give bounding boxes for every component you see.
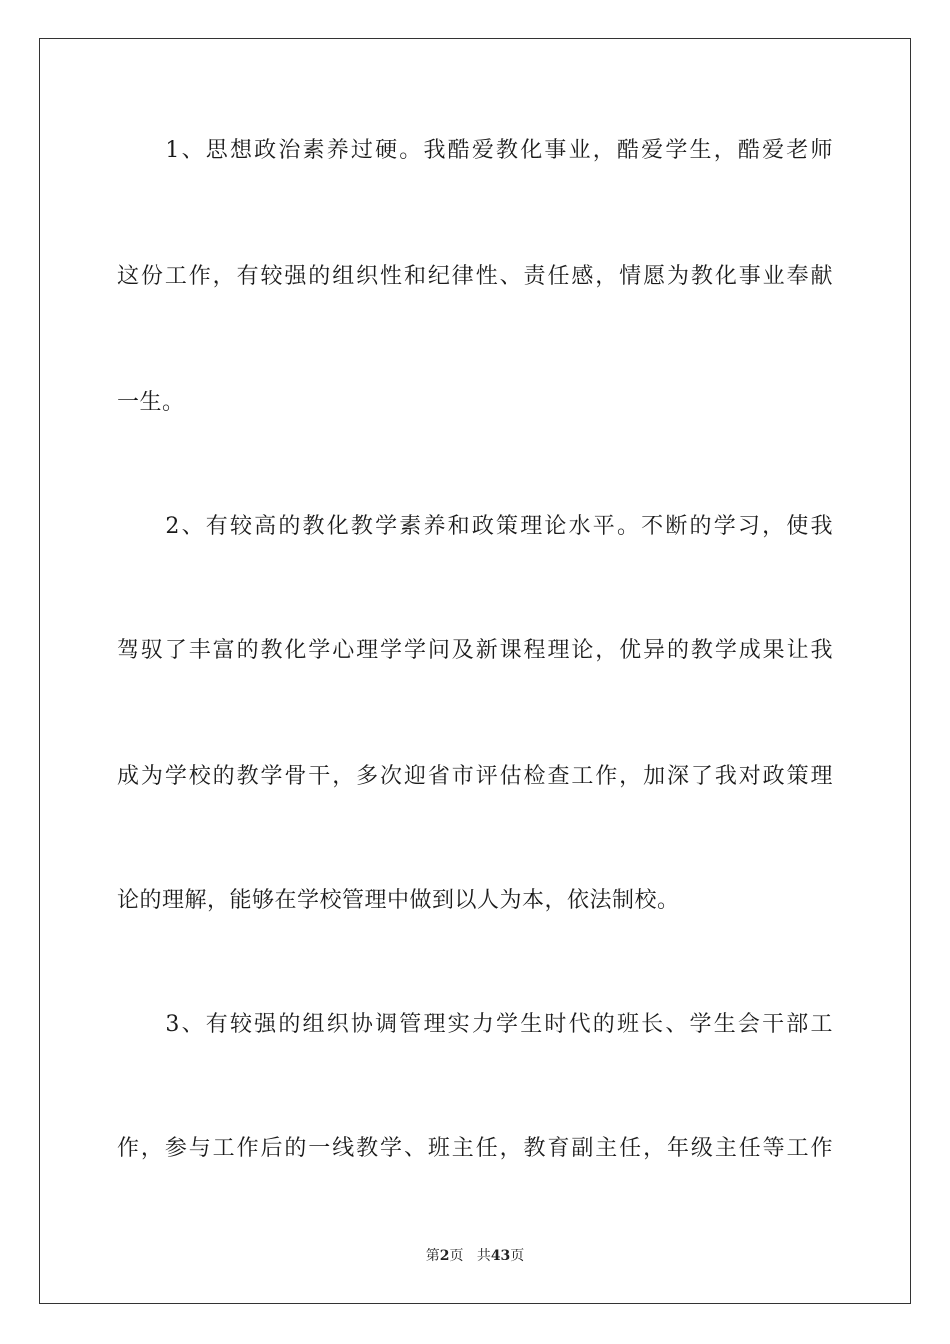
- total-prefix: 共: [476, 1248, 491, 1264]
- paragraph-1-line-2: 这份工作，有较强的组织性和纪律性、责任感，情愿为教化事业奉献: [117, 264, 833, 289]
- paragraph-2-line-1: 2、有较高的教化教学素养和政策理论水平。不断的学习，使我: [117, 514, 833, 539]
- page-footer: [0, 1247, 950, 1265]
- page-border: [39, 38, 911, 1304]
- total-pages: 43: [490, 1248, 511, 1264]
- paragraph-2-line-3: 成为学校的教学骨干，多次迎省市评估检查工作，加深了我对政策理: [117, 764, 833, 789]
- total-suffix: 页: [510, 1248, 525, 1264]
- paragraph-2-line-4: 论的理解，能够在学校管理中做到以人为本，依法制校。: [117, 888, 680, 913]
- paragraph-3-line-2: 作，参与工作后的一线教学、班主任，教育副主任，年级主任等工作: [117, 1136, 833, 1161]
- paragraph-1-line-3: 一生。: [117, 390, 185, 415]
- page-prefix: 第: [425, 1248, 440, 1264]
- paragraph-3-line-1: 3、有较强的组织协调管理实力学生时代的班长、学生会干部工: [117, 1012, 833, 1037]
- paragraph-1-line-1: 1、思想政治素养过硬。我酷爱教化事业，酷爱学生，酷爱老师: [117, 138, 833, 163]
- page-suffix: 页: [449, 1248, 464, 1264]
- paragraph-2-line-2: 驾驭了丰富的教化学心理学学问及新课程理论，优异的教学成果让我: [117, 638, 833, 663]
- page-number: 2: [439, 1248, 450, 1264]
